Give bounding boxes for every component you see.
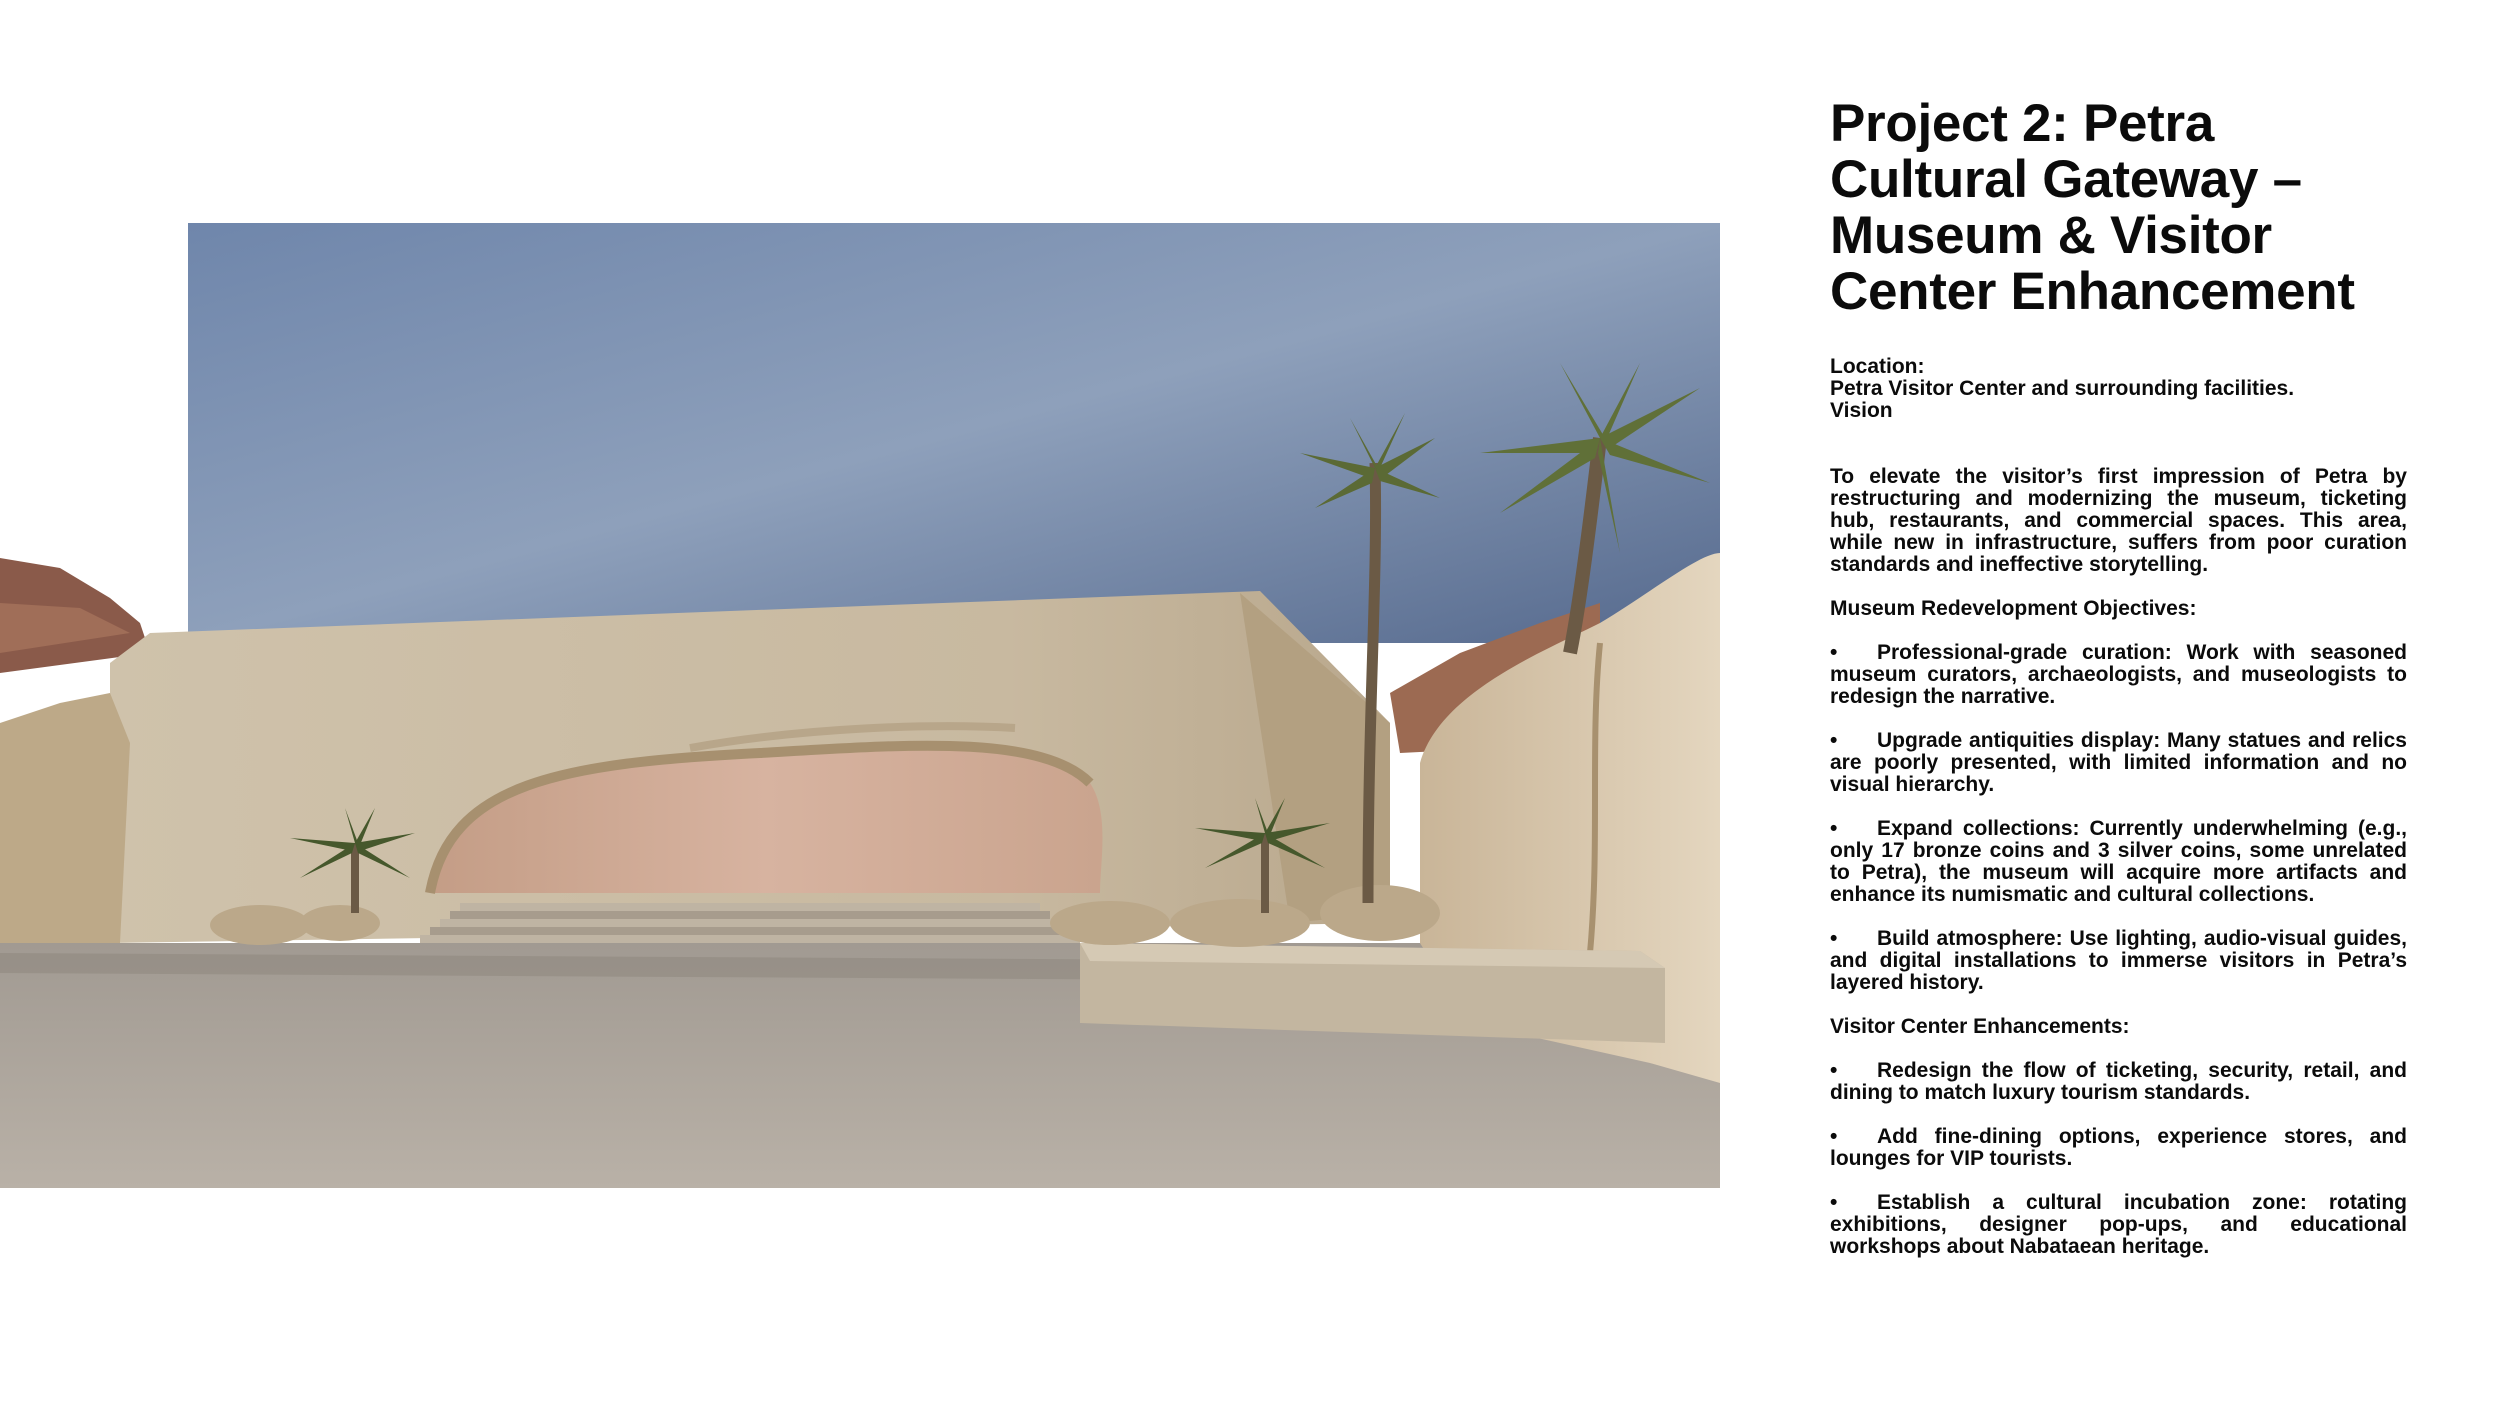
location-value: Petra Visitor Center and surrounding facilities. (1830, 377, 2295, 400)
visitor-bullet: • Establish a cultural incubation zone: rotating exhibitions, designer pop-ups, and educational workshops about Nabataean heritage. (1830, 1191, 2407, 1258)
museum-bullet: • Professional-grade curation: Work with seasoned museum curators, archaeologists, and museologists to redesign the narrative. (1830, 641, 2407, 708)
museum-heading: Museum Redevelopment Objectives: (1830, 597, 2197, 620)
text-column (1830, 96, 2407, 1258)
bullet-glyph: • (1830, 1059, 1838, 1082)
vision-label: Vision (1830, 399, 1893, 422)
vision-text: To elevate the visitor’s first impression of Petra by restructuring and modernizing the museum, ticketing hub, restaurants, and commercial spaces. This area, while new in infrastructure, suffers from poor curation standards and ineffective storytelling. (1830, 465, 2407, 576)
bullet-glyph: • (1830, 817, 1838, 840)
bullet-glyph: • (1830, 927, 1838, 950)
museum-rendering-image (0, 223, 1720, 1188)
visitor-bullet: • Add fine-dining options, experience stores, and lounges for VIP tourists. (1830, 1125, 2407, 1170)
bullet-glyph: • (1830, 1191, 1838, 1214)
page-title: Project 2: Petra Cultural Gateway – Museum & Visitor Center Enhancement (1830, 94, 2355, 321)
museum-bullet: • Upgrade antiquities display: Many statues and relics are poorly presented, with limited information and no visual hierarchy. (1830, 729, 2407, 796)
sky (188, 223, 1720, 643)
location-label: Location: (1830, 355, 1925, 378)
visitor-bullet: • Redesign the flow of ticketing, security, retail, and dining to match luxury tourism standards. (1830, 1059, 2407, 1104)
visitor-heading: Visitor Center Enhancements: (1830, 1015, 2130, 1038)
left-rocks (0, 693, 130, 943)
bullet-glyph: • (1830, 729, 1838, 752)
bullet-glyph: • (1830, 1125, 1838, 1148)
museum-bullet: • Build atmosphere: Use lighting, audio-visual guides, and digital installations to immerse visitors in Petra’s layered history. (1830, 927, 2407, 994)
steps (420, 903, 1080, 943)
museum-bullet: • Expand collections: Currently underwhelming (e.g., only 17 bronze coins and 3 silver coins, some unrelated to Petra), the museum will acquire more artifacts and enhance its numismatic and cultural collections. (1830, 817, 2407, 906)
bullet-glyph: • (1830, 641, 1838, 664)
